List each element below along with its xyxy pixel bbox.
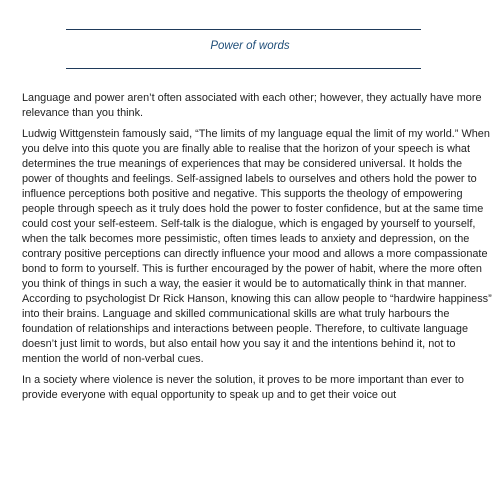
paragraph-wittgenstein: Ludwig Wittgenstein famously said, “The limits of my language equal the limit of my world.” When you delve into this quote you are finally able to realise that the horizon of your speech is what determines the true meanings of experiences that may be considered universal. It holds the power of thoughts and feelings. Self-assigned labels to ourselves and others hold the power to influence perceptions both positive and negative. This supports the theology of empowering people through speech as it truly does hold the power to foster confidence, but at the same time could cost your self-esteem. Self-talk is the dialogue, which is engaged by yourself to yourself, when the talk becomes more pessimistic, often times leads to anxiety and depression, on the contrary positive perceptions can directly influence your mood and allows a more compassionate bond to form to yourself. This is further encouraged by the power of habit, where the more often you think of things in such a way, the easier it would be to automatically think in that manner. According to psychologist Dr Rick Hanson, knowing this can allow people to “hardwire happiness” into their brains. Language and skilled communicational skills are what truly harbours the foundation of relationships and interactions between people. Therefore, to cultivate language doesn’t just limit to words, but also entail how you say it and the intentions behind it, not to mention the world of non-verbal cues. (22, 128, 492, 365)
title-rule-top (66, 29, 421, 30)
title-rule-bottom (66, 68, 421, 69)
document-body (22, 91, 494, 409)
document-title: Power of words (210, 40, 290, 52)
paragraph-intro: Language and power aren’t often associated with each other; however, they actually have more relevance than you think. (22, 92, 482, 119)
paragraph-society: In a society where violence is never the solution, it proves to be more important than ever to provide everyone with equal opportunity to speak up and to get their voice out (22, 374, 464, 401)
